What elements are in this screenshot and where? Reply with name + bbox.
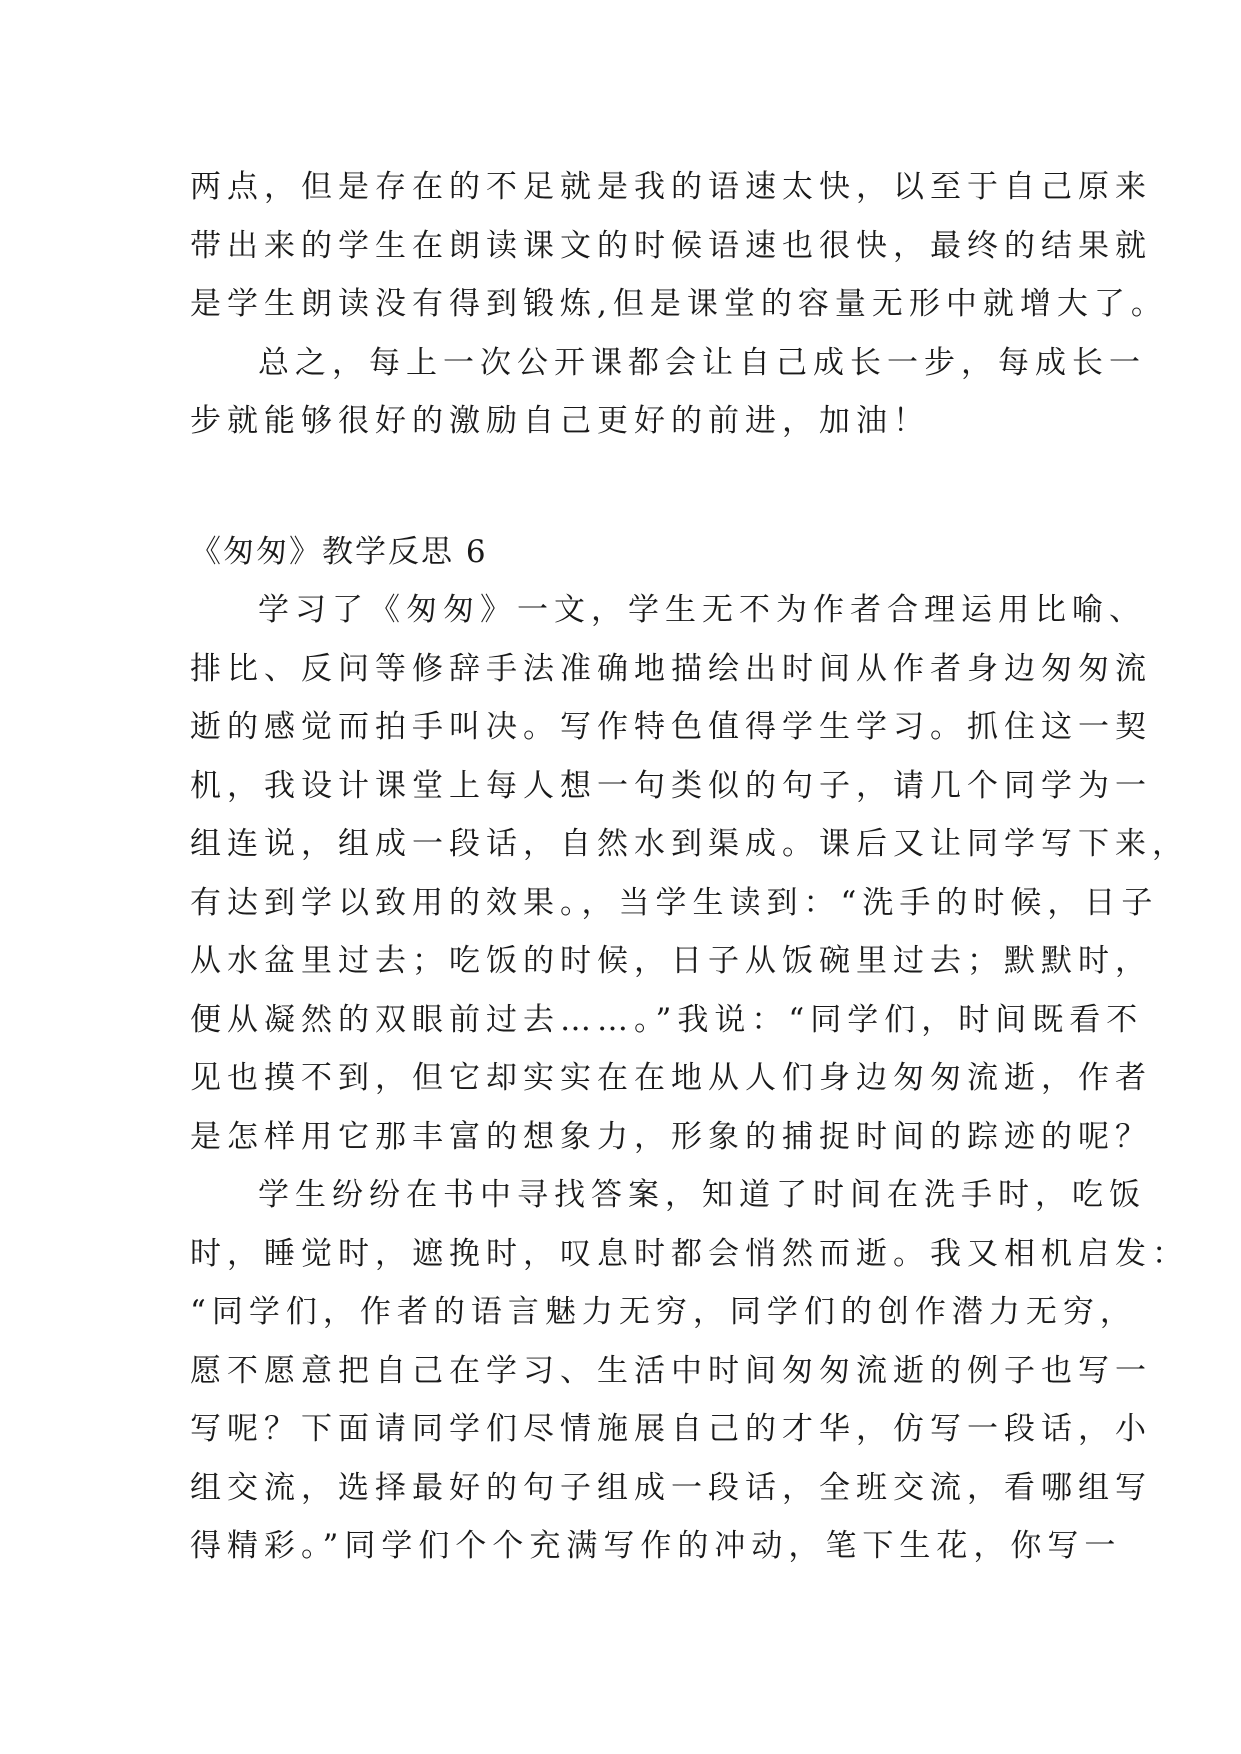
- document-body: [190, 158, 1189, 1576]
- text-line: 从水盆里过去；吃饭的时候，日子从饭碗里过去；默默时，: [190, 943, 1152, 979]
- text-line: “同学们，作者的语言魅力无穷，同学们的创作潜力无穷，: [190, 1294, 1137, 1330]
- text-line: 便从凝然的双眼前过去……。”我说：“同学们，时间既看不: [190, 1001, 1144, 1038]
- text-line: 两点，但是存在的不足就是我的语速太快，以至于自己原来: [190, 169, 1152, 205]
- text-line: 逝的感觉而拍手叫决。写作特色值得学生学习。抓住这一契: [190, 709, 1152, 745]
- text-line: 组交流，选择最好的句子组成一段话，全班交流，看哪组写: [190, 1469, 1152, 1506]
- paragraph-reflection-1: [190, 581, 1189, 1166]
- text-line: 排比、反问等修辞手法准确地描绘出时间从作者身边匆匆流: [190, 650, 1152, 687]
- text-line: 得精彩。”同学们个个充满写作的冲动，笔下生花，你写一: [190, 1528, 1122, 1564]
- text-line: 机，我设计课堂上每人想一句类似的句子，请几个同学为一: [190, 767, 1152, 804]
- text-line: 有达到学以致用的效果。，当学生读到：“洗手的时候，日子: [190, 884, 1159, 921]
- paragraph-reflection-2: [190, 1166, 1189, 1576]
- text-line: 时，睡觉时，遮挽时，叹息时都会悄然而逝。我又相机启发：: [190, 1235, 1189, 1272]
- section-title: 《匆匆》教学反思 6: [190, 533, 488, 570]
- text-line: 总之，每上一次公开课都会让自己成长一步，每成长一: [258, 344, 1146, 381]
- paragraph-summary: [190, 334, 1146, 451]
- text-line: 组连说，组成一段话，自然水到渠成。课后又让同学写下来，: [190, 826, 1189, 862]
- text-line: 步就能够很好的激励自己更好的前进，加油！: [190, 403, 930, 439]
- text-line: 是怎样用它那丰富的想象力，形象的捕捉时间的踪迹的呢？: [190, 1118, 1152, 1155]
- text-line: 学习了《匆匆》一文，学生无不为作者合理运用比喻、: [258, 592, 1146, 628]
- paragraph-continued: [190, 158, 1168, 334]
- text-line: 学生纷纷在书中寻找答案，知道了时间在洗手时，吃饭: [258, 1177, 1146, 1213]
- text-line: 愿不愿意把自己在学习、生活中时间匆匆流逝的例子也写一: [190, 1352, 1152, 1389]
- text-line: 是学生朗读没有得到锻炼,但是课堂的容量无形中就增大了。: [190, 286, 1168, 322]
- text-line: 写呢？下面请同学们尽情施展自己的才华，仿写一段话，小: [190, 1411, 1152, 1447]
- text-line: 带出来的学生在朗读课文的时候语速也很快，最终的结果就: [190, 227, 1152, 264]
- text-line: 见也摸不到，但它却实实在在地从人们身边匆匆流逝，作者: [190, 1060, 1152, 1096]
- section-gap: [190, 451, 1090, 523]
